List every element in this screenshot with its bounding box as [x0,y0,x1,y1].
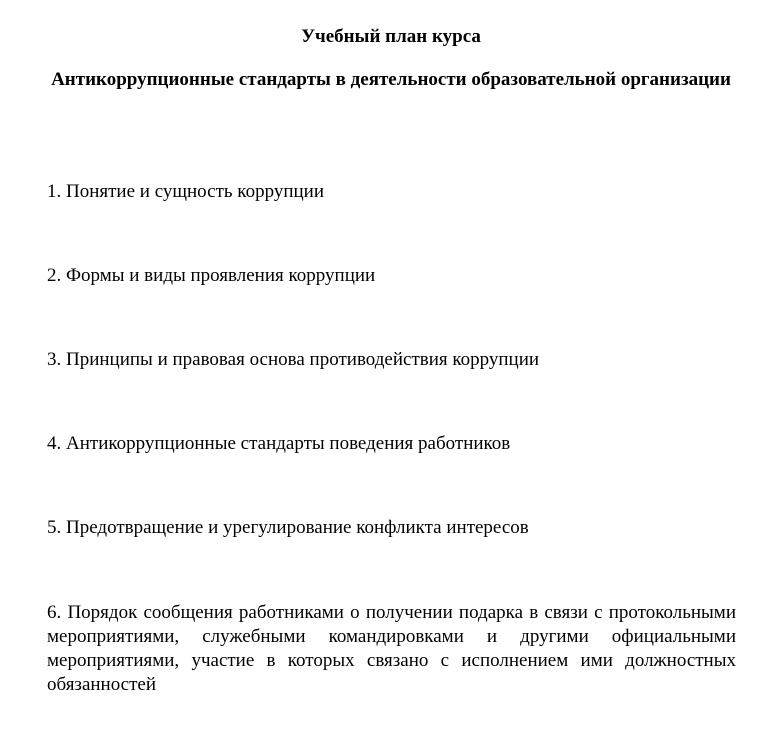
list-item: 6. Порядок сообщения работниками о получении подарка в связи с протокольными мероприятиями, служебными командировками и другими официальными мероприятиями, участие в которых связано с исполнением ими должностных обязанностей [47,602,736,695]
list-item: 4. Антикоррупционные стандарты поведения работников [47,433,511,454]
page-title: Учебный план курса [301,26,481,47]
course-name: Антикоррупционные стандарты в деятельности образовательной организации [51,69,731,90]
list-item: 1. Понятие и сущность коррупции [47,181,324,202]
list-item: 2. Формы и виды проявления коррупции [47,265,376,286]
list-item: 3. Принципы и правовая основа противодействия коррупции [47,349,540,370]
list-item: 5. Предотвращение и урегулирование конфликта интересов [47,517,529,538]
